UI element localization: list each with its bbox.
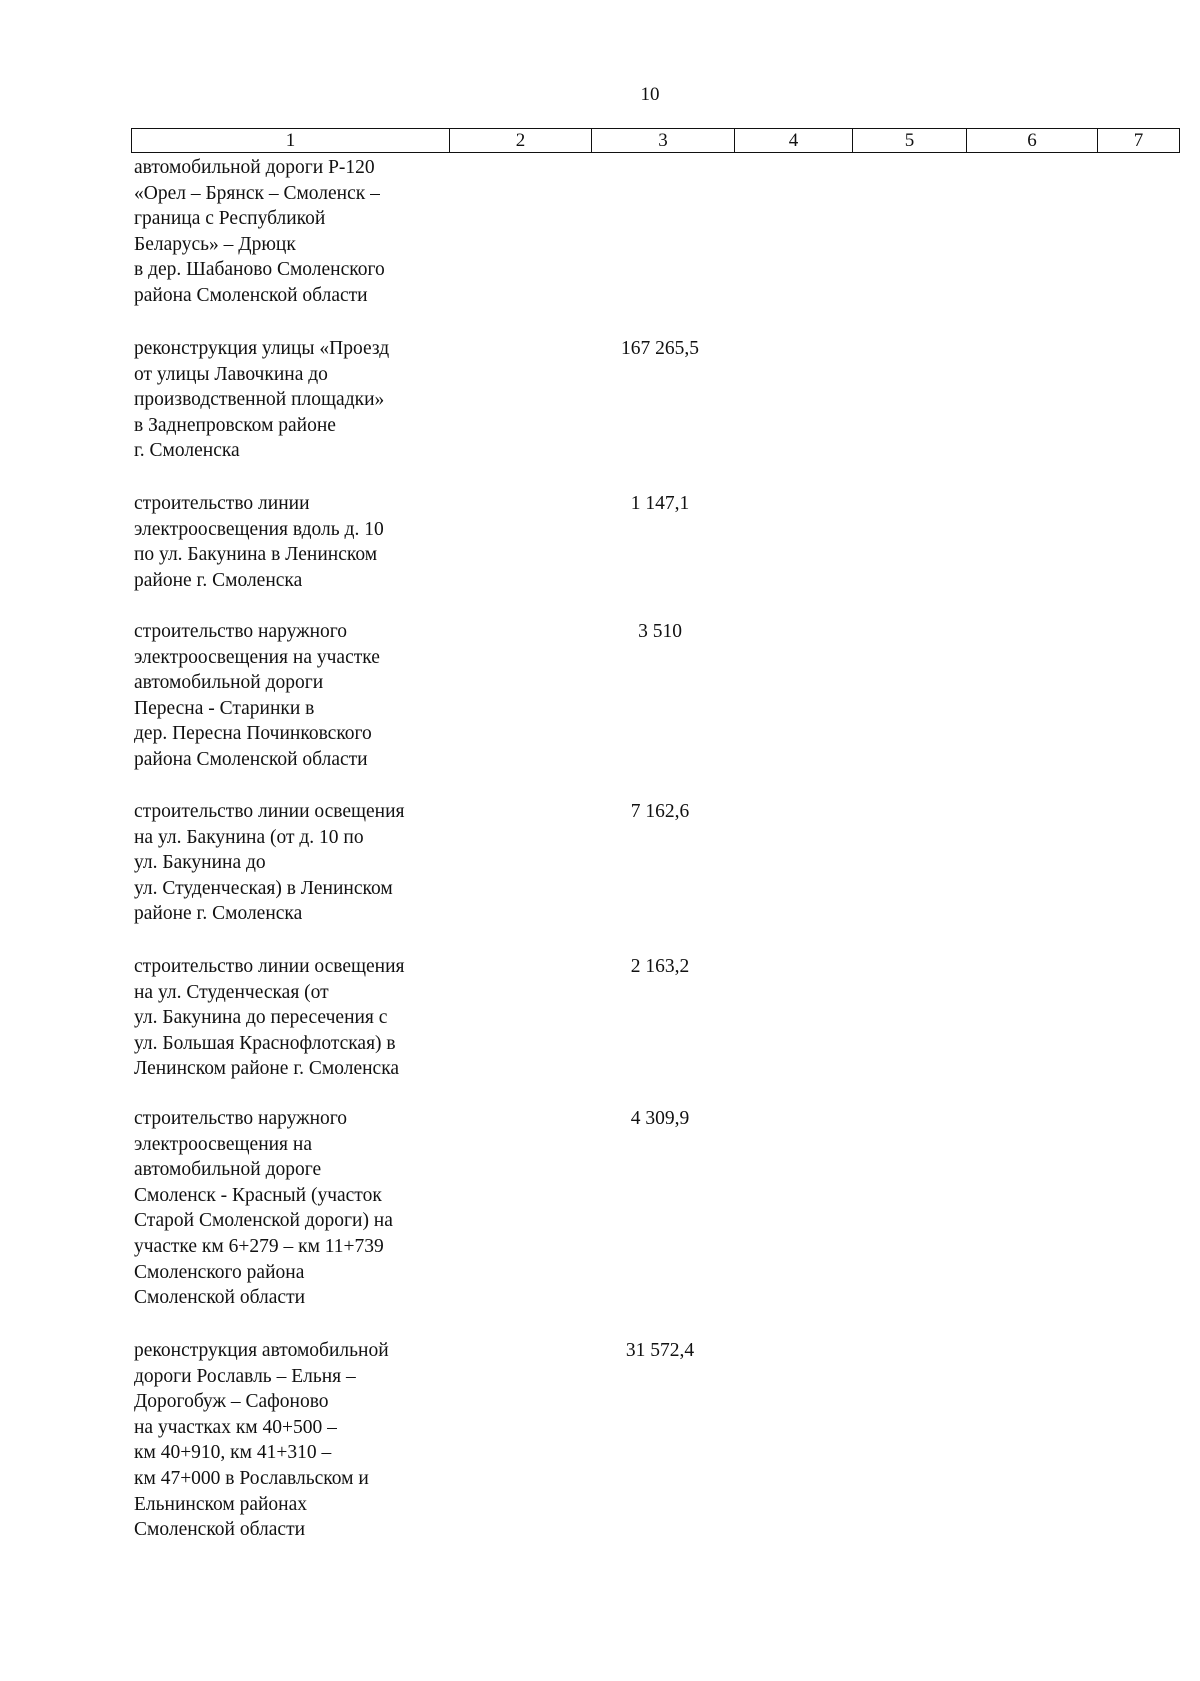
- row-value: 4 309,9: [630, 1108, 690, 1129]
- row-value: 31 572,4: [625, 1340, 695, 1361]
- row-value: 3 510: [638, 621, 682, 642]
- row-description: реконструкция улицы «Проезд от улицы Лавочкина до производственной площадки» в Заднепровском районе г. Смоленска: [134, 338, 390, 462]
- column-header-5: 5: [853, 129, 967, 153]
- column-header-4: 4: [735, 129, 853, 153]
- column-header-3: 3: [592, 129, 735, 153]
- column-header-2: 2: [450, 129, 592, 153]
- row-value: 2 163,2: [630, 956, 690, 977]
- row-value: 7 162,6: [630, 801, 690, 822]
- column-header-table: [131, 128, 1180, 153]
- row-description: строительство наружного электроосвещения на участке автомобильной дороги Пересна - Старинки в дер. Пересна Починковского района Смоленской области: [134, 621, 380, 770]
- column-header-6: 6: [967, 129, 1098, 153]
- row-description: строительство линии освещения на ул. Студенческая (от ул. Бакунина до пересечения с ул. Большая Краснофлотская) в Ленинском районе г. Смоленска: [134, 956, 405, 1080]
- row-description: строительство линии электроосвещения вдоль д. 10 по ул. Бакунина в Ленинском районе г. Смоленска: [134, 493, 384, 591]
- column-header-row: [132, 129, 1180, 153]
- page-number: 10: [640, 84, 660, 105]
- row-description: строительство линии освещения на ул. Бакунина (от д. 10 по ул. Бакунина до ул. Студенческая) в Ленинском районе г. Смоленска: [134, 801, 405, 925]
- row-description: автомобильной дороги Р-120 «Орел – Брянск – Смоленск – граница с Республикой Беларусь» – Дрюцк в дер. Шабаново Смоленского района Смоленской области: [134, 157, 385, 306]
- row-description: реконструкция автомобильной дороги Рославль – Ельня – Дорогобуж – Сафоново на участках км 40+500 – км 40+910, км 41+310 – км 47+000 в Рославльском и Ельнинском районах Смоленской области: [134, 1340, 389, 1541]
- row-value: 1 147,1: [630, 493, 690, 514]
- row-value: 167 265,5: [621, 338, 699, 359]
- column-header-1: 1: [132, 129, 450, 153]
- row-description: строительство наружного электроосвещения на автомобильной дороге Смоленск - Красный (участок Старой Смоленской дороги) на участке км 6+279 – км 11+739 Смоленского района Смоленской области: [134, 1108, 393, 1309]
- column-header-7: 7: [1098, 129, 1180, 153]
